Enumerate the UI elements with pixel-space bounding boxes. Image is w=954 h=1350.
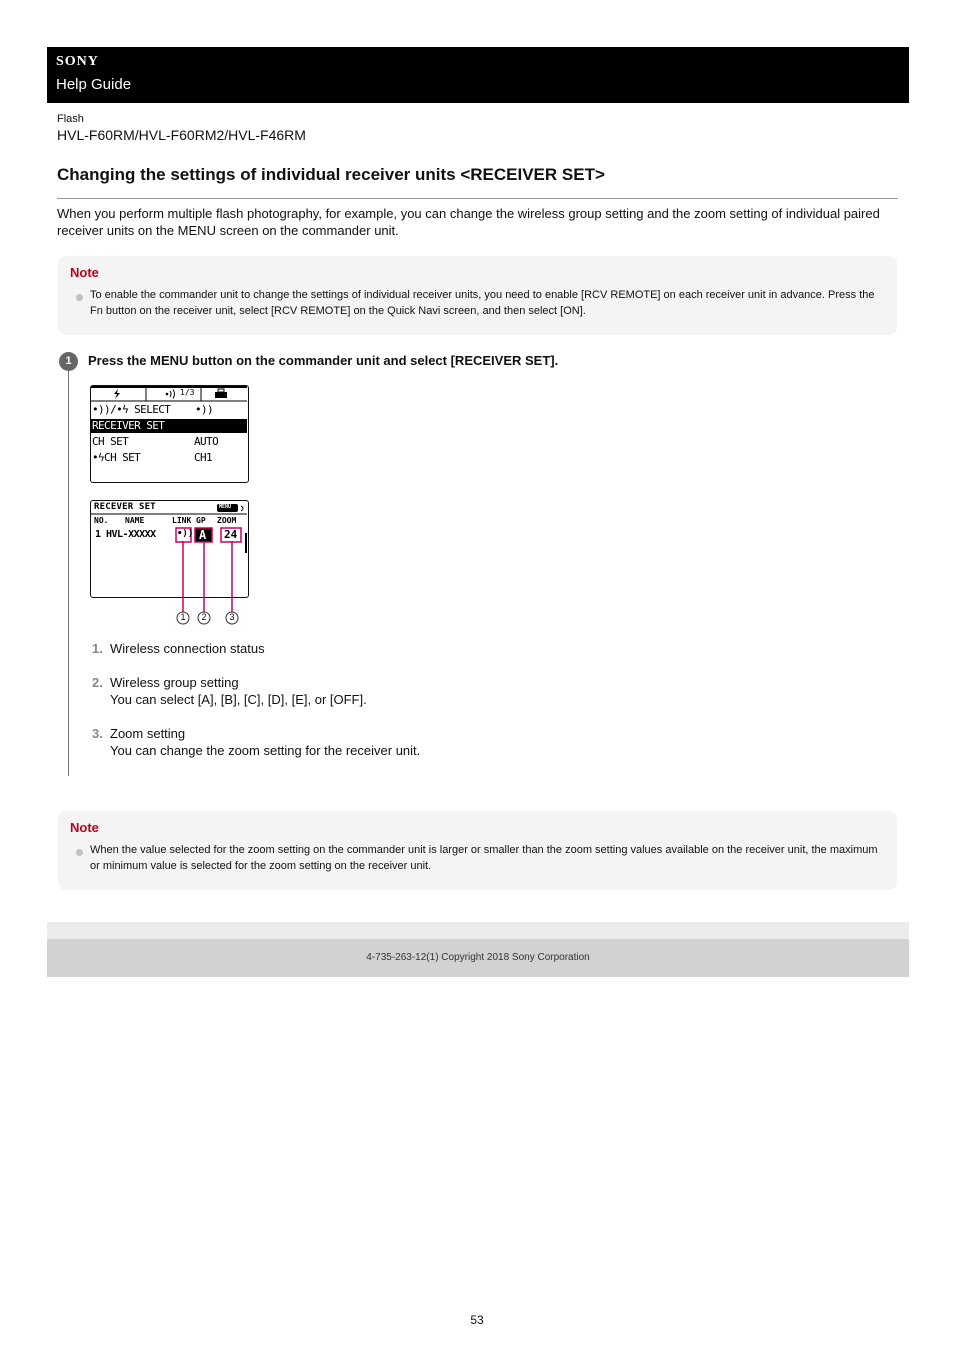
callout-lines (170, 541, 270, 581)
note-title: Note (70, 265, 99, 280)
page-header (47, 47, 909, 103)
help-guide-label: Help Guide (56, 76, 132, 93)
zoom-value: 24 (224, 528, 238, 541)
menu-row-ch-set: CH SET (92, 435, 129, 448)
page-number: 53 (470, 1313, 484, 1327)
list-label: Wireless connection status (110, 641, 265, 656)
intro-paragraph: When you perform multiple flash photography, for example, you can change the wireless group setting and the zoom setting of individual paired receiver units on the MENU screen on the commander unit. (57, 206, 880, 238)
callout-1: 1 (180, 612, 186, 622)
list-label: Wireless group setting (110, 675, 239, 690)
sony-logo: SONY (56, 54, 99, 69)
step-instruction: Press the MENU button on the commander unit and select [RECEIVER SET]. (88, 353, 559, 368)
column-header-link: LINK (172, 516, 192, 525)
menu-row-select-value: •)) (195, 403, 214, 416)
flash-tab-icon (114, 389, 120, 399)
column-header-no: NO. (94, 516, 109, 525)
list-label: Zoom setting (110, 726, 186, 741)
callout-3: 3 (229, 612, 235, 622)
menu-screen-graphic (91, 386, 247, 481)
menu-row-receiver-set: RECEIVER SET (92, 419, 165, 432)
footer-band (47, 922, 909, 939)
screen-title: RECEVER SET (94, 502, 156, 512)
column-header-zoom: ZOOM (217, 516, 237, 525)
note-box-1 (58, 256, 897, 335)
menu-row-label: •))/•ϟ SELECT (92, 403, 171, 416)
note-title: Note (70, 820, 99, 835)
menu-row-opt-ch-set: •ϟCH SET (92, 451, 141, 464)
copyright-text: 4-735-263-12(1) Copyright 2018 Sony Corporation (366, 952, 590, 963)
callout-2: 2 (201, 612, 207, 622)
model-name: HVL-F60RM/HVL-F60RM2/HVL-F46RM (57, 127, 306, 143)
column-header-name: NAME (125, 516, 145, 525)
wireless-tab-icon (166, 390, 175, 399)
list-item (92, 725, 420, 759)
tab-page-indicator: 1/3 (180, 388, 195, 397)
title-divider (57, 198, 898, 199)
menu-row-opt-ch-set-value: CH1 (194, 451, 213, 464)
note-text: To enable the commander unit to change the settings of individual receiver units, you need to enable [RCV REMOTE] on each receiver unit in advance. Press the Fn button on the receiver unit, select [RCV REMOTE] on the Quick Navi screen, and then select [ON]. (90, 289, 875, 317)
bullet-icon (76, 849, 83, 856)
link-status-icon: •)) (177, 529, 194, 539)
step-line (68, 368, 69, 776)
note-text: When the value selected for the zoom setting on the commander unit is larger or smaller than the zoom setting values available on the receiver unit, the maximum or minimum value is selected for the zoom setting on the receiver unit. (90, 844, 878, 872)
list-item (92, 640, 265, 657)
receiver-name: HVL-XXXXX (106, 529, 156, 540)
column-header-gp: GP (196, 516, 206, 525)
receiver-no: 1 (95, 529, 102, 540)
menu-badge: MENU (219, 504, 232, 510)
list-description: You can select [A], [B], [C], [D], [E], or [OFF]. (110, 692, 367, 707)
list-number: 1. (92, 641, 103, 656)
page-title: Changing the settings of individual receiver units <RECEIVER SET> (57, 165, 605, 184)
group-value: A (199, 528, 207, 542)
list-number: 3. (92, 726, 103, 741)
note-box-2 (58, 811, 897, 890)
bullet-icon (76, 294, 83, 301)
step-number-badge: 1 (59, 352, 78, 371)
page-footer (47, 939, 909, 977)
list-item (92, 674, 367, 708)
menu-screen-illustration (90, 385, 249, 483)
setup-tab-icon (215, 389, 227, 398)
list-description: You can change the zoom setting for the receiver unit. (110, 743, 421, 758)
breadcrumb-category[interactable]: Flash (57, 113, 84, 125)
menu-row-ch-set-value: AUTO (194, 435, 219, 448)
menu-row-select (92, 403, 170, 416)
return-icon (241, 506, 243, 511)
list-number: 2. (92, 675, 103, 690)
